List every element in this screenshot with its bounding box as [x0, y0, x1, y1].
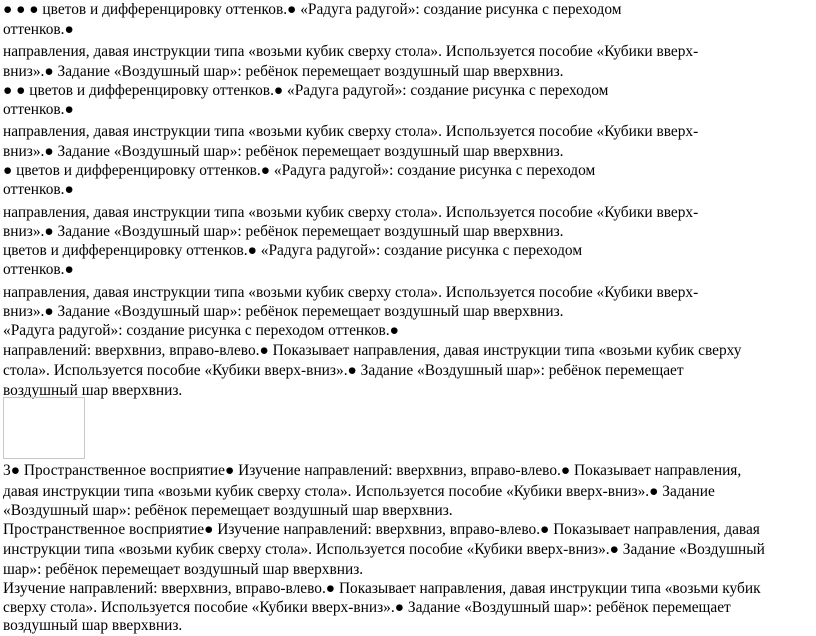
text-line: воздушный шар вверхвниз.: [3, 382, 183, 399]
text-line: направления, давая инструкции типа «возьми кубик сверху стола». Используется пособие «Кубики вверх-: [3, 284, 699, 301]
text-line: стола». Используется пособие «Кубики вверх-вниз».● Задание «Воздушный шар»: ребёнок перемещает: [3, 362, 684, 379]
text-line: направления, давая инструкции типа «возьми кубик сверху стола». Используется пособие «Кубики вверх-: [3, 204, 699, 221]
text-line: вниз».● Задание «Воздушный шар»: ребёнок перемещает воздушный шар вверхвниз.: [3, 143, 564, 160]
text-line: ● ● ● цветов и дифференцировку оттенков.● «Радуга радугой»: создание рисунка с переходом: [3, 1, 622, 18]
text-line: 3● Пространственное восприятие● Изучение направлений: вверхвниз, вправо-влево.● Показывает направления,: [3, 462, 742, 479]
text-line: оттенков.●: [3, 21, 74, 38]
text-line: вниз».● Задание «Воздушный шар»: ребёнок перемещает воздушный шар вверхвниз.: [3, 303, 564, 320]
text-line: оттенков.●: [3, 101, 74, 118]
text-line: «Радуга радугой»: создание рисунка с переходом оттенков.●: [3, 322, 399, 339]
text-line: ● цветов и дифференцировку оттенков.● «Радуга радугой»: создание рисунка с переходом: [3, 162, 596, 179]
text-line: шар»: ребёнок перемещает воздушный шар вверхвниз.: [3, 561, 364, 578]
text-line: направлений: вверхвниз, вправо-влево.● Показывает направления, давая инструкции типа «возьми кубик сверху: [3, 342, 742, 359]
text-line: направления, давая инструкции типа «возьми кубик сверху стола». Используется пособие «Кубики вверх-: [3, 123, 699, 140]
text-line: давая инструкции типа «возьми кубик сверху стола». Используется пособие «Кубики вверх-вниз».● Задание: [3, 483, 715, 500]
text-line: вниз».● Задание «Воздушный шар»: ребёнок перемещает воздушный шар вверхвниз.: [3, 63, 564, 80]
text-line: воздушный шар вверхвниз.: [3, 617, 183, 634]
text-line: цветов и дифференцировку оттенков.● «Радуга радугой»: создание рисунка с переходом: [3, 242, 583, 259]
embedded-image-placeholder: [3, 397, 85, 459]
text-line: Пространственное восприятие● Изучение направлений: вверхвниз, вправо-влево.● Показывает направления, давая: [3, 521, 760, 538]
text-line: оттенков.●: [3, 181, 74, 198]
text-line: Изучение направлений: вверхвниз, вправо-влево.● Показывает направления, давая инструкции типа «возьми кубик: [3, 580, 761, 597]
text-line: направления, давая инструкции типа «возьми кубик сверху стола». Используется пособие «Кубики вверх-: [3, 43, 699, 60]
text-line: ● ● цветов и дифференцировку оттенков.● «Радуга радугой»: создание рисунка с переходом: [3, 82, 609, 99]
text-line: инструкции типа «возьми кубик сверху стола». Используется пособие «Кубики вверх-вниз».● Задание «Воздушный: [3, 541, 765, 558]
text-line: сверху стола». Используется пособие «Кубики вверх-вниз».● Задание «Воздушный шар»: ребёнок перемещает: [3, 599, 731, 616]
text-line: вниз».● Задание «Воздушный шар»: ребёнок перемещает воздушный шар вверхвниз.: [3, 223, 564, 240]
text-line: «Воздушный шар»: ребёнок перемещает воздушный шар вверхвниз.: [3, 502, 453, 519]
text-line: оттенков.●: [3, 261, 74, 278]
